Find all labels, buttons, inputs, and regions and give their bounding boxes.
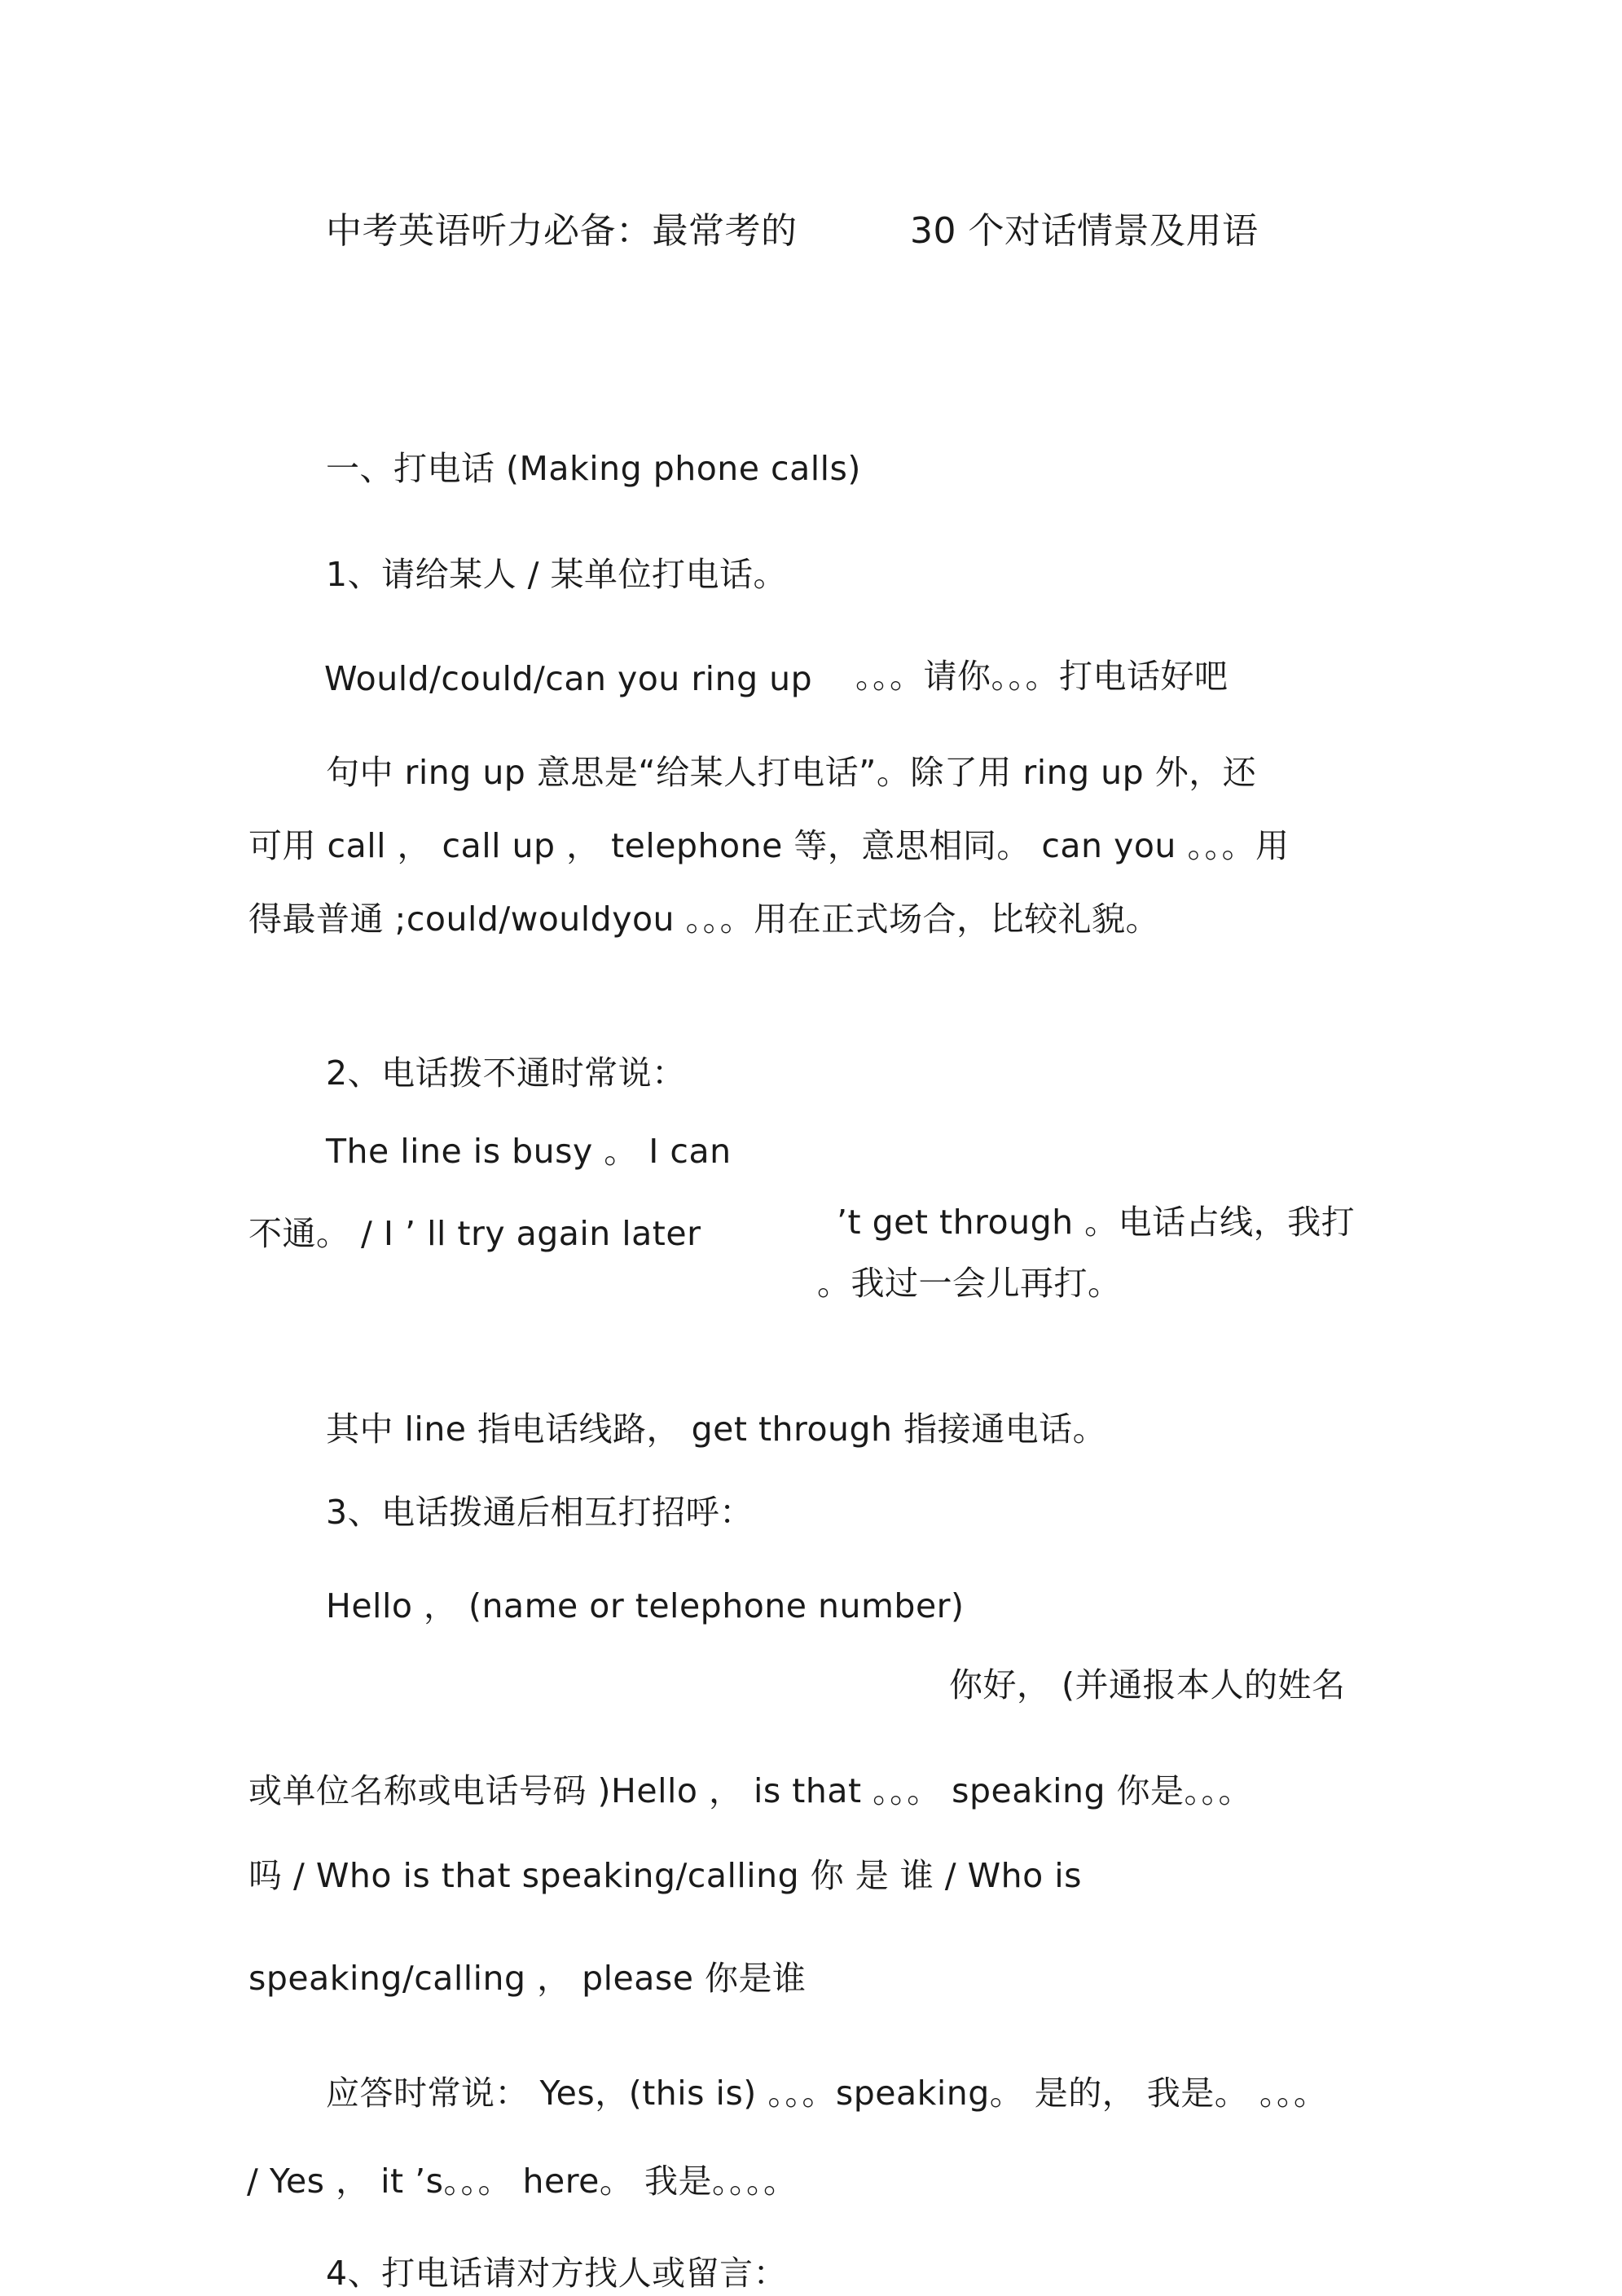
item3-line5: speaking/calling ， please 你是谁 [248, 1959, 807, 1998]
item1-phrase-cn: 。。。请你。。。打电话好吧 [855, 657, 1229, 696]
item2-line3a: 不通。 / I ’ ll try again later [248, 1214, 701, 1253]
item3-reply1: 应答时常说： Yes，(this is) 。。。speaking。 是的， 我是。 。。。 [326, 2074, 1328, 2113]
item4-heading: 4、打电话请对方找人或留言： [326, 2254, 788, 2293]
item1-note-line2: 可用 call ， call up ， telephone 等，意思相同。 can you 。。。用 [248, 826, 1290, 865]
item3-line2: 你好， (并通报本人的姓名 [949, 1665, 1346, 1704]
item2-note: 其中 line 指电话线路， get through 指接通电话。 [326, 1410, 1107, 1449]
item1-note-line1: 句中 ring up 意思是“给某人打电话”。除了用 ring up 外，还 [326, 753, 1257, 792]
item3-reply2: / Yes ， it ’s。。。 here。 我是。。。。 [247, 2162, 798, 2201]
item1-note-line3: 得最普通 ;could/wouldyou 。。。用在正式场合，比较礼貌。 [248, 899, 1160, 939]
item3-line1: Hello ， (name or telephone number) [326, 1586, 965, 1625]
item2-line1: The line is busy 。 I can [326, 1132, 732, 1171]
document-title-part1: 中考英语听力必备：最常考的 [326, 210, 798, 252]
item1-heading: 1、请给某人 / 某单位打电话。 [326, 555, 787, 594]
item2-heading: 2、电话拨不通时常说： [326, 1053, 686, 1093]
item3-heading: 3、电话拨通后相互打招呼： [326, 1493, 754, 1532]
item2-line2a: ’t get through 。电话占线，我打 [837, 1203, 1356, 1242]
section-heading: 一、打电话 (Making phone calls) [326, 449, 861, 488]
document-title-part2: 30 个对话情景及用语 [910, 210, 1259, 252]
item3-line4: 吗 / Who is that speaking/calling 你 是 谁 / Who is [248, 1856, 1083, 1895]
item2-line3b: 。我过一会儿再打。 [817, 1264, 1122, 1303]
item3-line3: 或单位名称或电话号码 )Hello ， is that 。。。 speaking 你是。。。 [248, 1771, 1253, 1810]
item1-phrase-en: Would/could/can you ring up [324, 659, 813, 698]
